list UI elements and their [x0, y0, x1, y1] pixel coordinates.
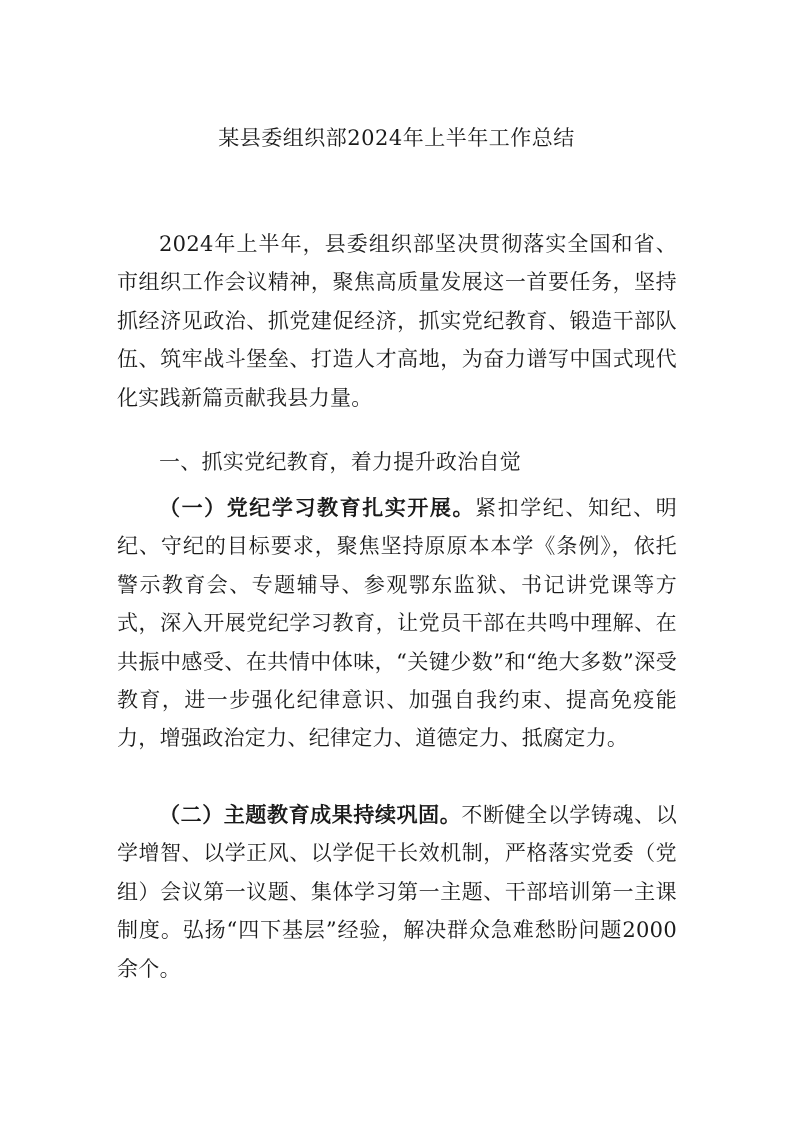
document-title: 某县委组织部2024年上半年工作总结	[218, 126, 575, 150]
item-2-lead: （二）主题教育成果持续巩固。	[159, 803, 462, 827]
item-1-block	[117, 489, 677, 758]
section-heading-block	[117, 443, 677, 481]
intro-paragraph-block	[117, 225, 677, 417]
item-1-text: 紧扣学纪、知纪、明纪、守纪的目标要求，聚焦坚持原原本本学《条例》，依托警示教育会、专题辅导、参观鄂东监狱、书记讲党课等方式，深入开展党纪学习教育，让党员干部在共鸣中理解、在共振中感受、在共情中体味，“关键少数”和“绝大多数”深受教育，进一步强化纪律意识、加强自我约束、提高免疫能力，增强政治定力、纪律定力、道德定力、抵腐定力。	[117, 496, 677, 751]
item-2-text: 不断健全以学铸魂、以学增智、以学正风、以学促干长效机制，严格落实党委（党组）会议第一议题、集体学习第一主题、干部培训第一主课制度。弘扬“四下基层”经验，解决群众急难愁盼问题2000余个。	[117, 803, 678, 981]
intro-paragraph: 2024年上半年，县委组织部坚决贯彻落实全国和省、市组织工作会议精神，聚焦高质量发展这一首要任务，坚持抓经济见政治、抓党建促经济，抓实党纪教育、锻造干部队伍、筑牢战斗堡垒、打造人才高地，为奋力谱写中国式现代化实践新篇贡献我县力量。	[117, 232, 677, 410]
item-2-block	[117, 796, 677, 988]
item-1-paragraph	[117, 489, 677, 758]
section-heading: 一、抓实党纪教育，着力提升政治自觉	[159, 450, 522, 474]
item-1-lead: （一）党纪学习教育扎实开展。	[159, 496, 476, 520]
item-2-paragraph	[117, 796, 677, 988]
